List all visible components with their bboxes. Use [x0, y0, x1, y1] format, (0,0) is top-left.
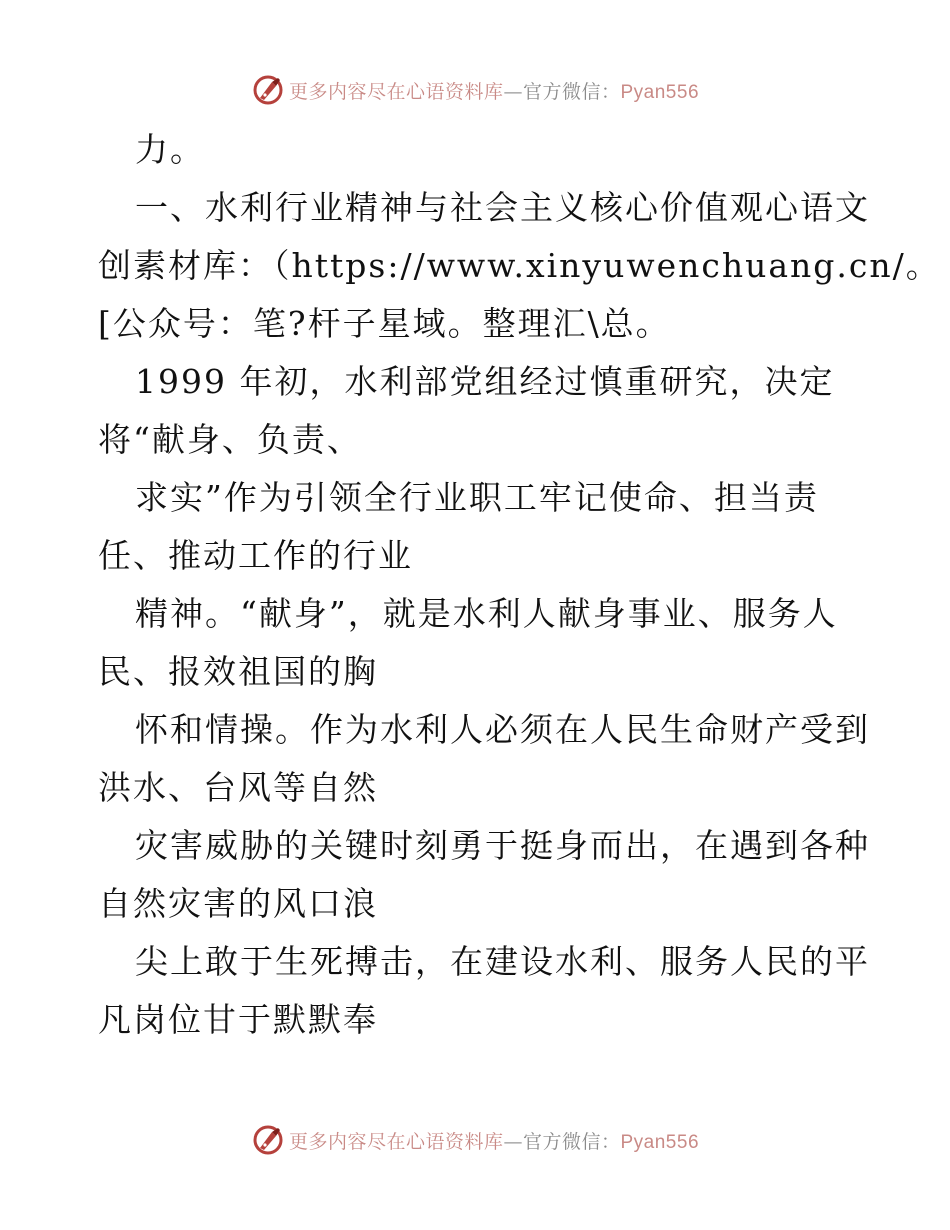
header-watermark-text: 更多内容尽在心语资料库—官方微信：Pyan556	[288, 80, 700, 103]
body-line: 怀和情操。作为水利人必须在人民生命财产受到	[135, 710, 870, 749]
body-line: [公众号：笔?杆子星域。整理汇\总。	[98, 304, 671, 343]
body-line: 一、水利行业精神与社会主义核心价值观心语文	[135, 188, 870, 227]
body-line: 洪水、台风等自然	[98, 768, 378, 807]
body-line: 自然灾害的风口浪	[98, 884, 378, 923]
body-line: 凡岗位甘于默默奉	[98, 1000, 378, 1039]
pen-nib-circle-icon	[251, 73, 285, 107]
body-line: 尖上敢于生死搏击，在建设水利、服务人民的平	[135, 942, 870, 981]
body-line: 灾害威胁的关键时刻勇于挺身而出，在遇到各种	[135, 826, 870, 865]
body-line: 1999 年初，水利部党组经过慎重研究，决定	[135, 362, 835, 401]
body-line: 力。	[135, 130, 205, 169]
header-watermark	[0, 72, 950, 108]
pen-nib-circle-icon	[251, 1123, 285, 1157]
body-line: 任、推动工作的行业	[98, 536, 413, 575]
body-line: 精神。“献身”，就是水利人献身事业、服务人	[135, 594, 838, 633]
body-line: 创素材库：（https://www.xinyuwenchuang.cn/。	[98, 246, 941, 285]
body-line: 民、报效祖国的胸	[98, 652, 378, 691]
footer-watermark	[0, 1122, 950, 1158]
body-line: 将“献身、负责、	[98, 420, 362, 459]
body-line: 求实”作为引领全行业职工牢记使命、担当责	[135, 478, 819, 517]
footer-watermark-text: 更多内容尽在心语资料库—官方微信：Pyan556	[288, 1130, 700, 1153]
